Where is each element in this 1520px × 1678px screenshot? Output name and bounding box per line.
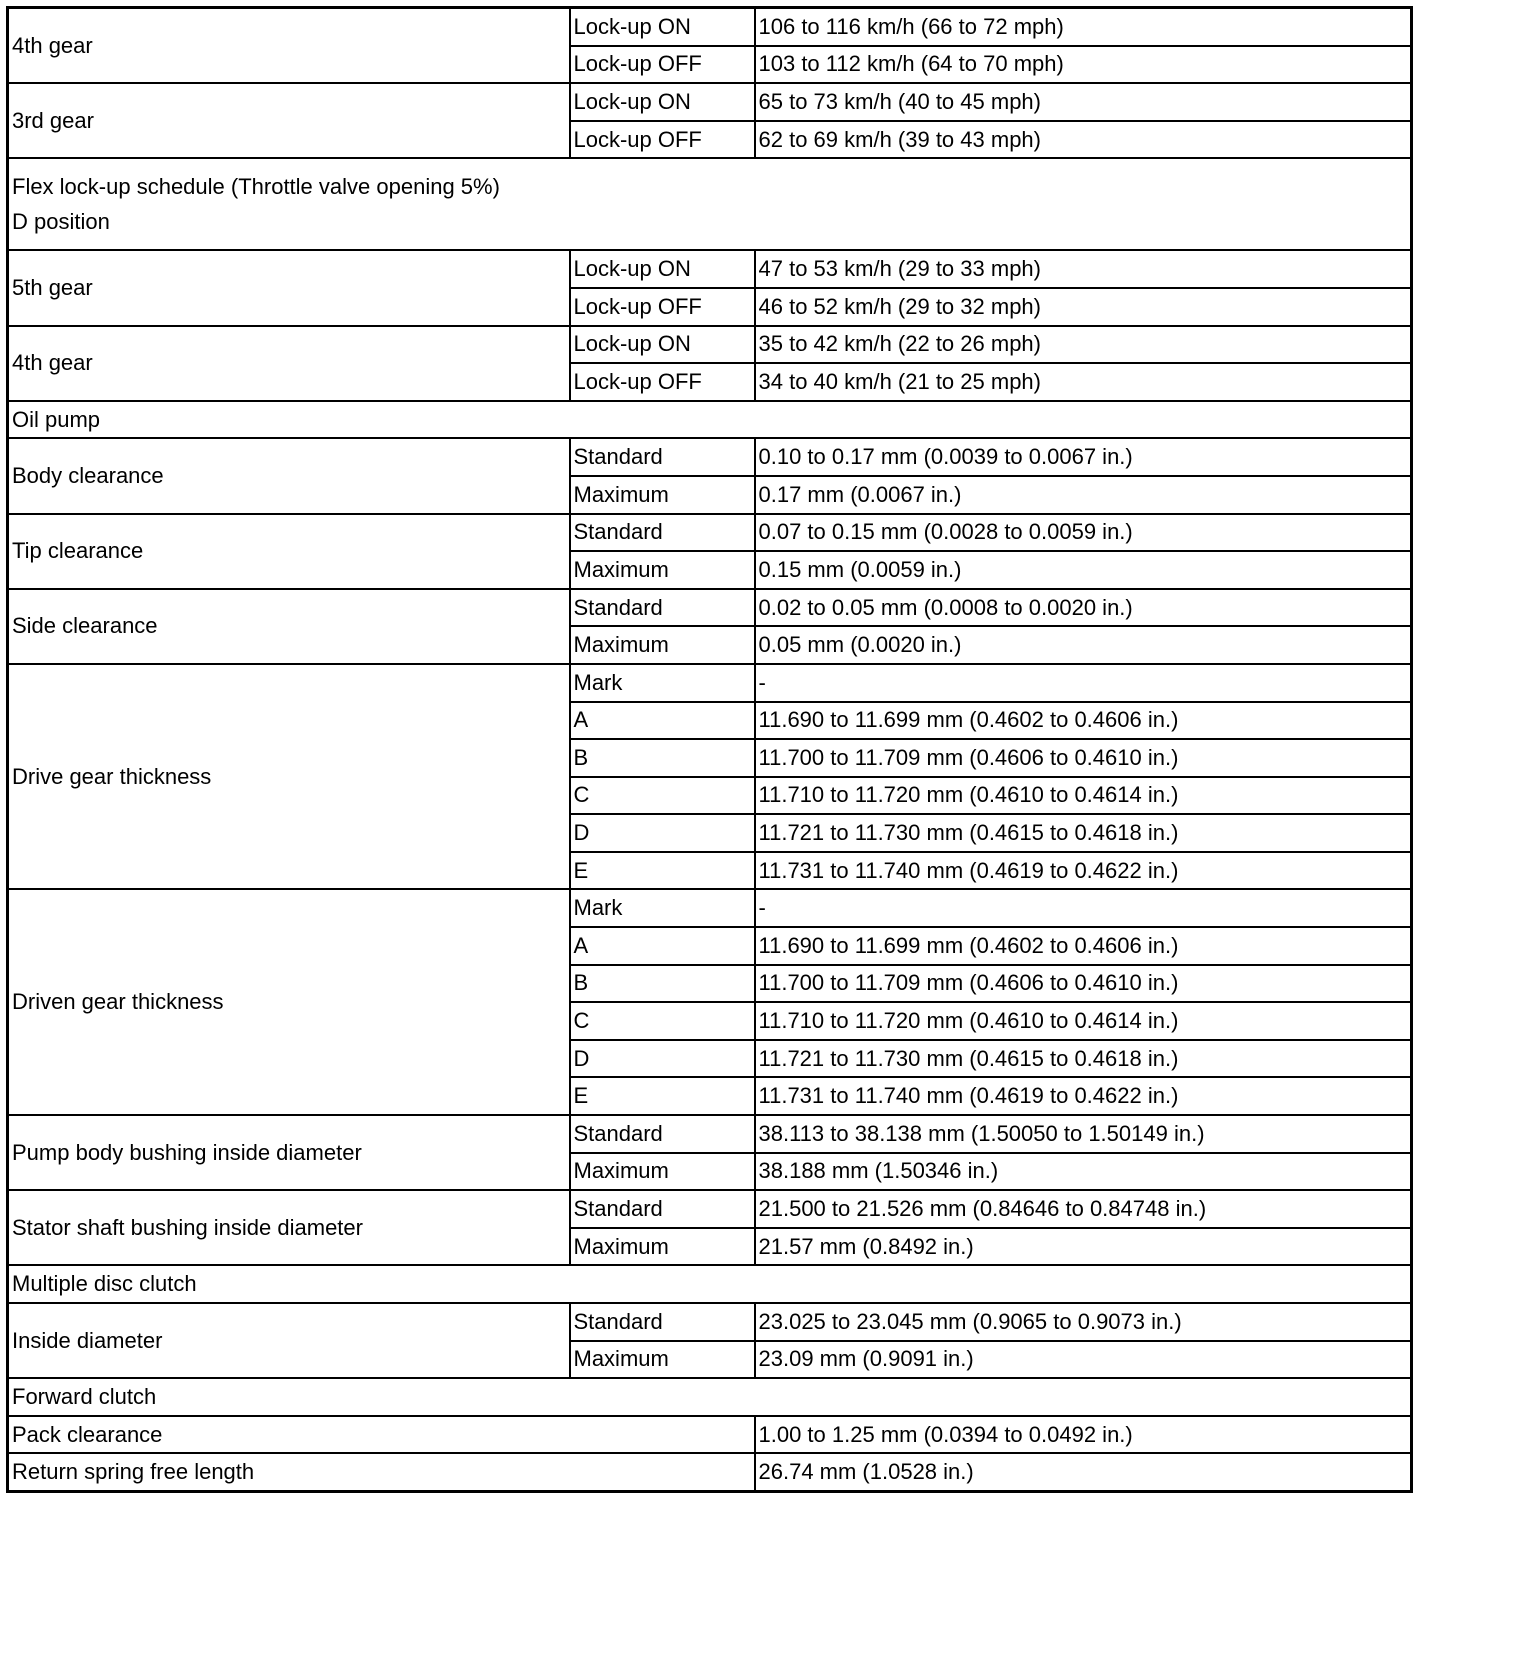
row-condition: Standard	[570, 1190, 755, 1228]
row-value: 11.700 to 11.709 mm (0.4606 to 0.4610 in.)	[755, 965, 1412, 1003]
row-label: 4th gear	[8, 8, 570, 84]
row-value: 62 to 69 km/h (39 to 43 mph)	[755, 121, 1412, 159]
row-value: 35 to 42 km/h (22 to 26 mph)	[755, 326, 1412, 364]
table-row	[8, 83, 1412, 121]
row-condition: Lock-up OFF	[570, 363, 755, 401]
row-value: 21.57 mm (0.8492 in.)	[755, 1228, 1412, 1266]
row-value: 11.710 to 11.720 mm (0.4610 to 0.4614 in.)	[755, 1002, 1412, 1040]
row-condition: Maximum	[570, 476, 755, 514]
row-label: Stator shaft bushing inside diameter	[8, 1190, 570, 1265]
row-label: Inside diameter	[8, 1303, 570, 1378]
row-value: 11.721 to 11.730 mm (0.4615 to 0.4618 in.)	[755, 814, 1412, 852]
row-condition: C	[570, 777, 755, 815]
row-value: 0.07 to 0.15 mm (0.0028 to 0.0059 in.)	[755, 514, 1412, 552]
section-header-flex-lockup	[8, 158, 1412, 250]
row-value: 46 to 52 km/h (29 to 32 mph)	[755, 288, 1412, 326]
table-row	[8, 8, 1412, 46]
section-row	[8, 158, 1412, 250]
row-condition: Maximum	[570, 1153, 755, 1191]
table-row	[8, 1115, 1412, 1153]
section-header-oil-pump: Oil pump	[8, 401, 1412, 439]
row-label: 5th gear	[8, 250, 570, 325]
row-value: 0.10 to 0.17 mm (0.0039 to 0.0067 in.)	[755, 438, 1412, 476]
row-condition: C	[570, 1002, 755, 1040]
row-condition: Standard	[570, 589, 755, 627]
row-value: 11.721 to 11.730 mm (0.4615 to 0.4618 in.)	[755, 1040, 1412, 1078]
row-value: 0.02 to 0.05 mm (0.0008 to 0.0020 in.)	[755, 589, 1412, 627]
section-subtitle: D position	[12, 209, 110, 235]
row-value: 26.74 mm (1.0528 in.)	[755, 1453, 1412, 1491]
table-row	[8, 1453, 1412, 1491]
row-value: 47 to 53 km/h (29 to 33 mph)	[755, 250, 1412, 288]
row-condition: Mark	[570, 664, 755, 702]
row-value: -	[755, 889, 1412, 927]
row-condition: A	[570, 927, 755, 965]
table-row	[8, 664, 1412, 702]
row-value: 23.025 to 23.045 mm (0.9065 to 0.9073 in.)	[755, 1303, 1412, 1341]
row-value: 23.09 mm (0.9091 in.)	[755, 1341, 1412, 1379]
table-row	[8, 514, 1412, 552]
row-label: Return spring free length	[8, 1453, 755, 1491]
row-label: 3rd gear	[8, 83, 570, 158]
row-label: Pump body bushing inside diameter	[8, 1115, 570, 1190]
row-value: 0.17 mm (0.0067 in.)	[755, 476, 1412, 514]
section-row	[8, 401, 1412, 439]
table-row	[8, 326, 1412, 364]
row-value: 11.710 to 11.720 mm (0.4610 to 0.4614 in.)	[755, 777, 1412, 815]
row-label: Side clearance	[8, 589, 570, 664]
row-condition: D	[570, 1040, 755, 1078]
row-condition: Lock-up OFF	[570, 46, 755, 84]
row-condition: Lock-up ON	[570, 326, 755, 364]
row-condition: Lock-up ON	[570, 250, 755, 288]
row-value: 106 to 116 km/h (66 to 72 mph)	[755, 8, 1412, 46]
row-label: 4th gear	[8, 326, 570, 401]
row-condition: Standard	[570, 438, 755, 476]
row-label: Tip clearance	[8, 514, 570, 589]
section-row	[8, 1378, 1412, 1416]
table-row	[8, 438, 1412, 476]
row-value: 11.690 to 11.699 mm (0.4602 to 0.4606 in.)	[755, 702, 1412, 740]
row-condition: B	[570, 965, 755, 1003]
row-condition: B	[570, 739, 755, 777]
table-row	[8, 1303, 1412, 1341]
row-value: 0.15 mm (0.0059 in.)	[755, 551, 1412, 589]
row-value: 21.500 to 21.526 mm (0.84646 to 0.84748 in.)	[755, 1190, 1412, 1228]
row-condition: Lock-up OFF	[570, 288, 755, 326]
table-row	[8, 889, 1412, 927]
row-condition: Mark	[570, 889, 755, 927]
row-value: 103 to 112 km/h (64 to 70 mph)	[755, 46, 1412, 84]
row-value: 11.690 to 11.699 mm (0.4602 to 0.4606 in.)	[755, 927, 1412, 965]
table-row	[8, 1190, 1412, 1228]
row-label: Pack clearance	[8, 1416, 755, 1454]
row-condition: Maximum	[570, 626, 755, 664]
row-condition: D	[570, 814, 755, 852]
section-title: Flex lock-up schedule (Throttle valve opening 5%)	[12, 174, 500, 200]
row-condition: Standard	[570, 1303, 755, 1341]
row-condition: Lock-up OFF	[570, 121, 755, 159]
row-value: 11.731 to 11.740 mm (0.4619 to 0.4622 in.)	[755, 1077, 1412, 1115]
table-row	[8, 1416, 1412, 1454]
row-condition: E	[570, 852, 755, 890]
row-label: Driven gear thickness	[8, 889, 570, 1115]
row-value: 38.113 to 38.138 mm (1.50050 to 1.50149 in.)	[755, 1115, 1412, 1153]
row-value: 11.731 to 11.740 mm (0.4619 to 0.4622 in.)	[755, 852, 1412, 890]
table-row	[8, 250, 1412, 288]
row-condition: Lock-up ON	[570, 8, 755, 46]
section-row	[8, 1265, 1412, 1303]
row-condition: Standard	[570, 514, 755, 552]
row-condition: Maximum	[570, 1341, 755, 1379]
table-row	[8, 589, 1412, 627]
row-value: -	[755, 664, 1412, 702]
row-condition: Lock-up ON	[570, 83, 755, 121]
row-value: 1.00 to 1.25 mm (0.0394 to 0.0492 in.)	[755, 1416, 1412, 1454]
row-value: 34 to 40 km/h (21 to 25 mph)	[755, 363, 1412, 401]
row-condition: E	[570, 1077, 755, 1115]
row-value: 38.188 mm (1.50346 in.)	[755, 1153, 1412, 1191]
row-condition: Standard	[570, 1115, 755, 1153]
section-header-forward-clutch: Forward clutch	[8, 1378, 1412, 1416]
row-condition: Maximum	[570, 1228, 755, 1266]
section-header-multiple-disc-clutch: Multiple disc clutch	[8, 1265, 1412, 1303]
row-value: 0.05 mm (0.0020 in.)	[755, 626, 1412, 664]
row-condition: A	[570, 702, 755, 740]
row-value: 11.700 to 11.709 mm (0.4606 to 0.4610 in.)	[755, 739, 1412, 777]
row-label: Drive gear thickness	[8, 664, 570, 890]
row-condition: Maximum	[570, 551, 755, 589]
spec-table	[6, 6, 1413, 1493]
row-value: 65 to 73 km/h (40 to 45 mph)	[755, 83, 1412, 121]
row-label: Body clearance	[8, 438, 570, 513]
